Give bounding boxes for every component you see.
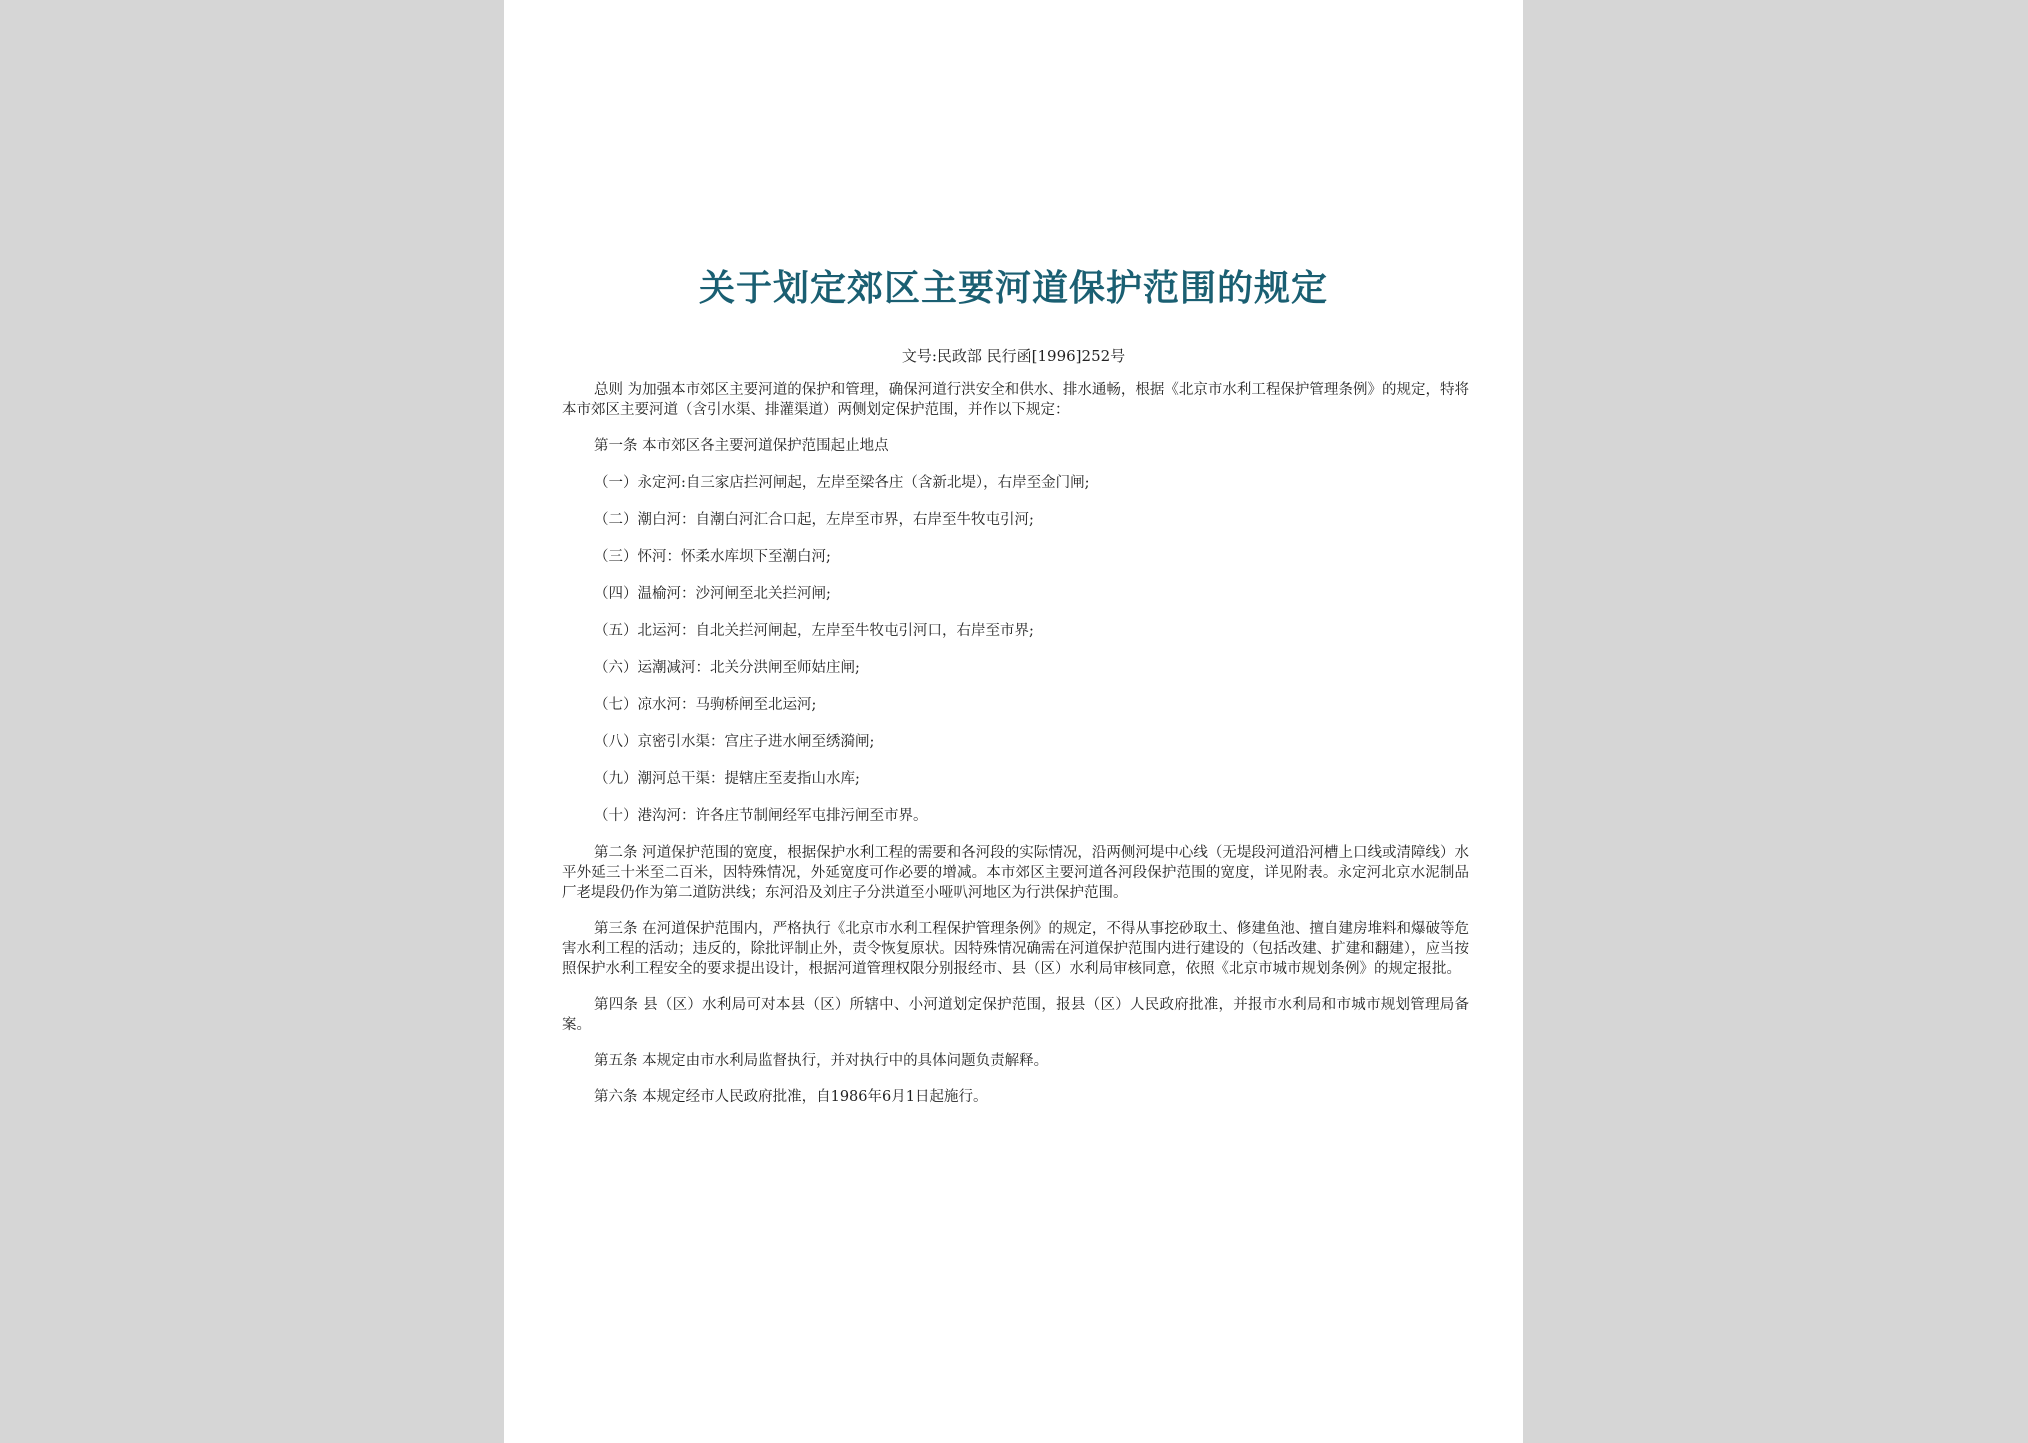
river-item: （一）永定河:自三家店拦河闸起，左岸至梁各庄（含新北堤），右岸至金门闸;	[594, 475, 1090, 491]
river-item: （九）潮河总干渠：提辖庄至麦指山水库;	[594, 771, 860, 787]
general-provisions: 总则 为加强本市郊区主要河道的保护和管理，确保河道行洪安全和供水、排水通畅，根据《北京市水利工程保护管理条例》的规定，特将本市郊区主要河道（含引水渠、排灌渠道）两侧划定保护范围，并作以下规定：	[562, 382, 1469, 418]
article-4: 第四条 县（区）水利局可对本县（区）所辖中、小河道划定保护范围，报县（区）人民政府批准，并报市水利局和市城市规划管理局备案。	[562, 997, 1469, 1033]
river-item: （六）运潮减河：北关分洪闸至师姑庄闸;	[594, 660, 860, 676]
document-page	[504, 0, 1523, 1443]
river-item: （二）潮白河：自潮白河汇合口起，左岸至市界，右岸至牛牧屯引河;	[594, 512, 1034, 528]
river-item: （八）京密引水渠：宫庄子进水闸至绣漪闸;	[594, 734, 875, 750]
article-5: 第五条 本规定由市水利局监督执行，并对执行中的具体问题负责解释。	[594, 1053, 1049, 1069]
page-title: 关于划定郊区主要河道保护范围的规定	[698, 267, 1328, 309]
river-item: （四）温榆河：沙河闸至北关拦河闸;	[594, 586, 831, 602]
river-item: （三）怀河：怀柔水库坝下至潮白河;	[594, 549, 831, 565]
article-3: 第三条 在河道保护范围内，严格执行《北京市水利工程保护管理条例》的规定，不得从事挖砂取土、修建鱼池、擅自建房堆料和爆破等危害水利工程的活动；违反的，除批评制止外，责令恢复原状。因特殊情况确需在河道保护范围内进行建设的（包括改建、扩建和翻建），应当按照保护水利工程安全的要求提出设计，根据河道管理权限分别报经市、县（区）水利局审核同意，依照《北京市城市规划条例》的规定报批。	[562, 921, 1469, 977]
article-2: 第二条 河道保护范围的宽度，根据保护水利工程的需要和各河段的实际情况，沿两侧河堤中心线（无堤段河道沿河槽上口线或清障线）水平外延三十米至二百米，因特殊情况，外延宽度可作必要的增减。本市郊区主要河道各河段保护范围的宽度，详见附表。永定河北京水泥制品厂老堤段仍作为第二道防洪线；东河沿及刘庄子分洪道至小哑叭河地区为行洪保护范围。	[562, 845, 1469, 901]
document-number: 文号:民政部 民行函[1996]252号	[901, 347, 1126, 365]
river-item: （十）港沟河：许各庄节制闸经军屯排污闸至市界。	[594, 808, 928, 824]
river-item: （五）北运河：自北关拦河闸起，左岸至牛牧屯引河口，右岸至市界;	[594, 623, 1034, 639]
document-body	[562, 380, 1469, 1123]
article-6: 第六条 本规定经市人民政府批准，自1986年6月1日起施行。	[594, 1089, 988, 1105]
river-item: （七）凉水河：马驹桥闸至北运河;	[594, 697, 817, 713]
article-1-heading: 第一条 本市郊区各主要河道保护范围起止地点	[594, 438, 889, 454]
